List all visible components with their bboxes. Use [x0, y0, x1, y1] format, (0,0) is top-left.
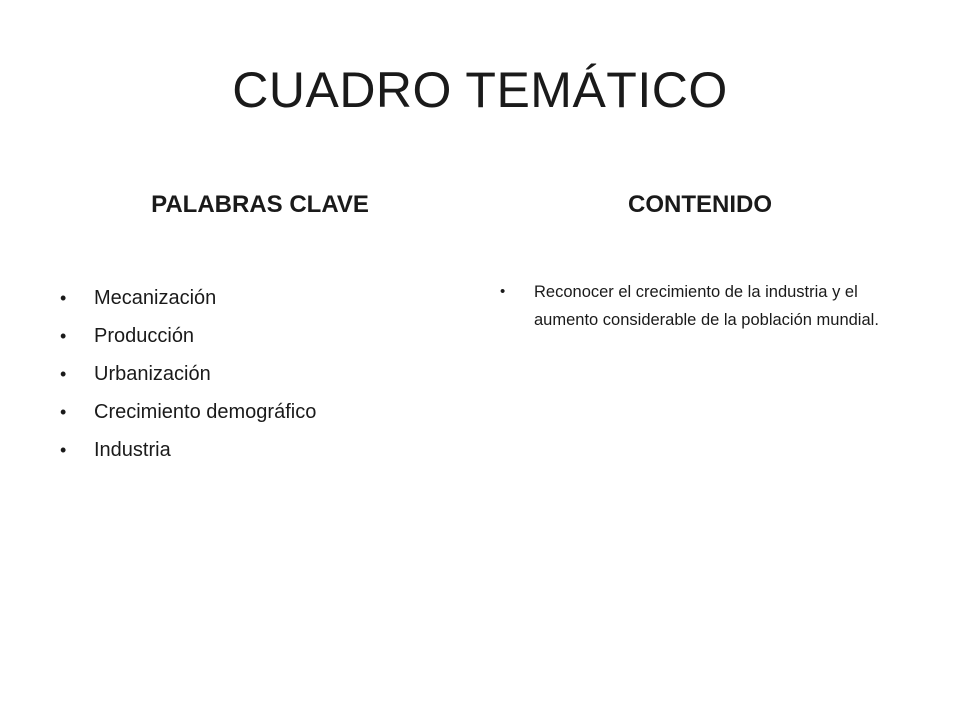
keywords-list	[58, 279, 478, 469]
content-list	[498, 278, 918, 334]
list-item	[58, 393, 478, 431]
content-text: Reconocer el crecimiento de la industria y el aumento considerable de la población mundial.	[534, 283, 879, 329]
bullet-icon: •	[60, 402, 67, 422]
keyword-text: Crecimiento demográfico	[94, 401, 317, 423]
keyword-text: Producción	[94, 325, 195, 347]
bullet-icon: •	[60, 364, 67, 384]
list-item	[58, 279, 478, 317]
keyword-text: Industria	[94, 439, 171, 461]
keywords-heading: PALABRAS CLAVE	[151, 191, 369, 218]
list-item	[58, 431, 478, 469]
content-heading: CONTENIDO	[628, 191, 772, 218]
bullet-icon: •	[60, 440, 67, 460]
keyword-text: Urbanización	[94, 363, 211, 385]
slide-title: CUADRO TEMÁTICO	[232, 62, 728, 118]
bullet-icon: •	[500, 283, 506, 300]
list-item	[498, 278, 918, 334]
list-item	[58, 355, 478, 393]
list-item	[58, 317, 478, 355]
keyword-text: Mecanización	[94, 287, 217, 309]
bullet-icon: •	[60, 288, 67, 308]
bullet-icon: •	[60, 326, 67, 346]
